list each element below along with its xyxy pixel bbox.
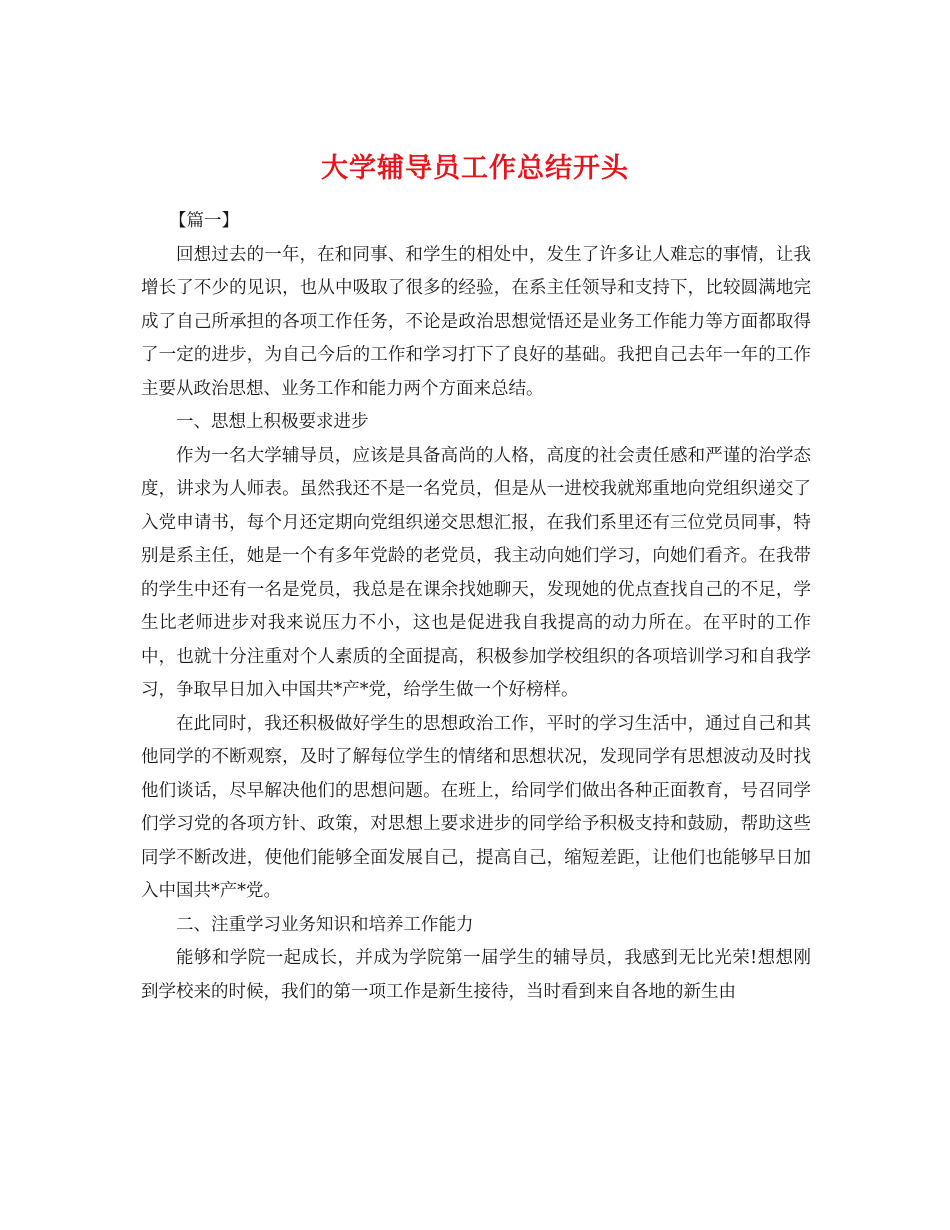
paragraph: 回想过去的一年，在和同事、和学生的相处中，发生了许多让人难忘的事情，让我增长了不少的见识，也从中吸取了很多的经验，在系主任领导和支持下，比较圆满地完成了自己所承担的各项工作任务，不论是政治思想觉悟还是业务工作能力等方面都取得了一定的进步，为自己今后的工作和学习打下了良好的基础。我把自己去年一年的工作主要从政治思想、业务工作和能力两个方面来总结。 xyxy=(141,244,811,399)
paragraph: 在此同时，我还积极做好学生的思想政治工作，平时的学习生活中，通过自己和其他同学的不断观察，及时了解每位学生的情绪和思想状况，发现同学有思想波动及时找他们谈话，尽早解决他们的思想问题。在班上，给同学们做出各种正面教育，号召同学们学习党的各项方针、政策，对思想上要求进步的同学给予积极支持和鼓励，帮助这些同学不断改进，使他们能够全面发展自己，提高自己，缩短差距，让他们也能够早日加入中国共*产*党。 xyxy=(141,713,811,901)
paragraph: 作为一名大学辅导员，应该是具备高尚的人格，高度的社会责任感和严谨的治学态度，讲求为人师表。虽然我还不是一名党员，但是从一进校我就郑重地向党组织递交了入党申请书，每个月还定期向党组织递交思想汇报，在我们系里还有三位党员同事，特别是系主任，她是一个有多年党龄的老党员，我主动向她们学习，向她们看齐。在我带的学生中还有一名是党员，我总是在课余找她聊天，发现她的优点查找自己的不足，学生比老师进步对我来说压力不小，这也是促进我自我提高的动力所在。在平时的工作中，也就十分注重对个人素质的全面提高，积极参加学校组织的各项培训学习和自我学习，争取早日加入中国共*产*党，给学生做一个好榜样。 xyxy=(141,445,811,700)
section-marker: 【篇一】 xyxy=(169,211,239,231)
section-heading: 一、思想上积极要求进步 xyxy=(176,412,369,432)
document-title: 大学辅导员工作总结开头 xyxy=(321,153,629,185)
document-body xyxy=(141,205,811,1009)
paragraph: 能够和学院一起成长，并成为学院第一届学生的辅导员，我感到无比光荣!想想刚到学校来的时候，我们的第一项工作是新生接待，当时看到来自各地的新生由 xyxy=(141,948,811,1002)
section-heading: 二、注重学习业务知识和培养工作能力 xyxy=(176,914,474,935)
